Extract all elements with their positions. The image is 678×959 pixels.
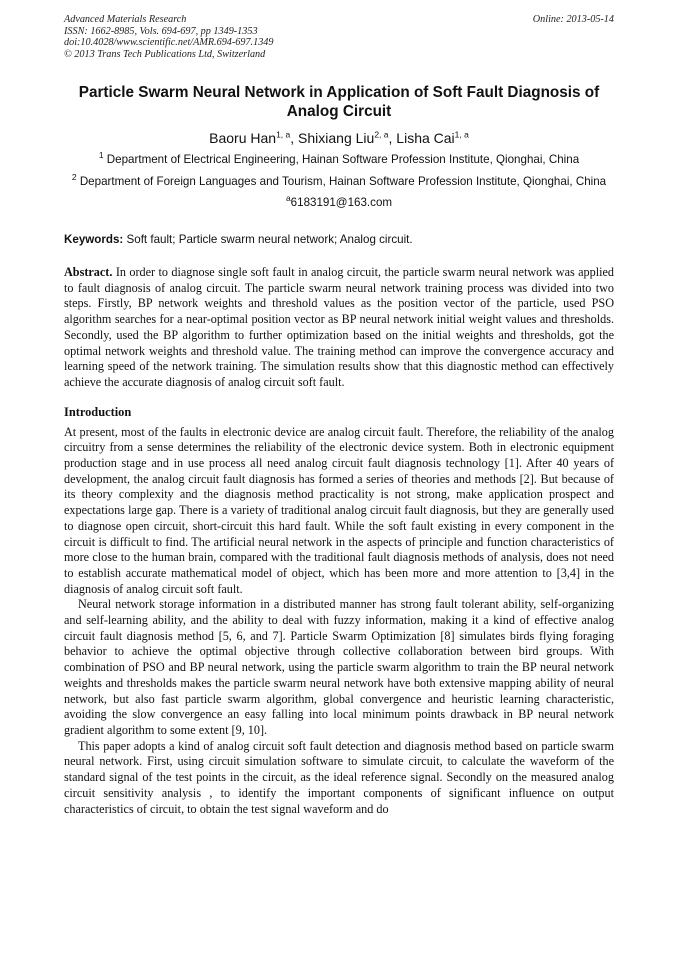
email-text: 6183191@163.com — [290, 196, 393, 209]
intro-paragraph: Neural network storage information in a distributed manner has strong fault tolerant ability, self-organizing and self-learning ability, and the ability to deal with fuzzy information, making it a kind of effective analog circuit fault diagnosis method [5, 6, and 7]. Particle Swarm Optimization [8] simulates birds flying foraging behavior to achieve the optimal objective through collective collaboration between bird groups. With combination of PSO and BP neural network, using the particle swarm algorithm to train the BP neural network weights and thresholds makes the particle swarm neural network have both extensive mapping ability of neural network, but also fast particle swarm algorithm, global convergence and heuristic learning characteristic, avoiding the slow convergence an easy falling into local minimum points drawback in BP neural network gradient algorithm to some extent [9, 10]. — [64, 597, 614, 737]
intro-paragraph: At present, most of the faults in electronic device are analog circuit fault. Therefore, the reliability of the analog circuitry from a sense determines the reliability of the electronic device system. Both in electronic equipment production stage and in use process all need analog circuit fault diagnosis technology [1]. After 40 years of development, the analog circuit fault diagnosis has formed a series of theories and methods [2]. But because of its theory complexity and the diagnosis method practicality is not strong, make application prospect and expectations large gap. There is a variety of traditional analog circuit fault diagnosis, but they are generally used to diagnose open circuit, short-circuit this hard fault. While the soft fault existing in every component in the circuit is difficult to find. The artificial neural network in the aspects of principle and function characteristics of more close to the human brain, compared with the traditional fault diagnosis methods of analysis, does not need to establish accurate mathematical model of object, which has been more and more attention to [3,4] in the diagnosis of analog circuit soft fault. — [64, 424, 614, 596]
author-affiliation-marker: 1, a — [276, 129, 291, 140]
author-list — [64, 129, 614, 147]
paper-title: Particle Swarm Neural Network in Application of Soft Fault Diagnosis of Analog Circuit — [78, 84, 600, 120]
copyright-line: © 2013 Trans Tech Publications Ltd, Switzerland — [64, 48, 266, 60]
doi-line: doi:10.4028/www.scientific.net/AMR.694-697.1349 — [64, 37, 274, 48]
affiliation-marker: 2 — [71, 172, 77, 183]
author-name: Baoru Han — [209, 130, 277, 146]
abstract-text: In order to diagnose single soft fault in analog circuit, the particle swarm neural network was applied to fault diagnosis of analog circuit. The particle swarm neural network training process was divided into two steps. Firstly, BP network weights and threshold values as the position vector of the particle, used PSO algorithm searches for a near-optimal position vector as BP neural network initial weight values and thresholds. Secondly, used the BP algorithm to further optimization based on the initial weights and thresholds, got the optimal network weights and threshold value. The training method can improve the convergence accuracy and learning speed of the network training. The simulation results show that this diagnostic method can effectively achieve the accurate diagnosis of analog circuit soft fault. — [64, 265, 615, 389]
author-separator: , — [388, 130, 397, 146]
introduction-heading: Introduction — [64, 404, 132, 419]
author-name: Shixiang Liu — [298, 130, 375, 146]
journal-header — [64, 14, 614, 60]
email-marker: a — [285, 193, 291, 204]
affiliation-2 — [64, 172, 614, 189]
journal-name: Advanced Materials Research — [64, 14, 187, 25]
author-affiliation-marker: 2, a — [374, 129, 389, 140]
affiliation-1 — [64, 150, 614, 167]
author-name: Lisha Cai — [396, 130, 455, 146]
affiliation-text: Department of Electrical Engineering, Hainan Software Profession Institute, Qionghai, China — [106, 153, 580, 166]
abstract-label: Abstract. — [64, 265, 113, 279]
affiliation-text: Department of Foreign Languages and Tourism, Hainan Software Profession Institute, Qionghai, China — [79, 175, 607, 188]
keywords-text: Soft fault; Particle swarm neural network; Analog circuit. — [126, 233, 413, 246]
author-email — [64, 193, 614, 210]
keywords — [64, 233, 614, 247]
author-affiliation-marker: 1, a — [454, 129, 469, 140]
issn-line: ISSN: 1662-8985, Vols. 694-697, pp 1349-1353 — [64, 25, 258, 37]
abstract — [64, 265, 614, 391]
author-separator: , — [290, 130, 299, 146]
affiliation-marker: 1 — [98, 150, 104, 161]
keywords-label: Keywords: — [64, 233, 124, 246]
online-date: Online: 2013-05-14 — [532, 14, 614, 25]
intro-paragraph: This paper adopts a kind of analog circuit soft fault detection and diagnosis method based on particle swarm neural network. First, using circuit simulation software to simulate circuit, to calculate the waveform of the standard signal of the test points in the circuit, as the ideal reference signal. Secondly on the measured analog circuit sensitivity analysis , to identify the important components of significant influence on output characteristics of circuit, to obtain the test signal waveform and do — [64, 738, 614, 816]
